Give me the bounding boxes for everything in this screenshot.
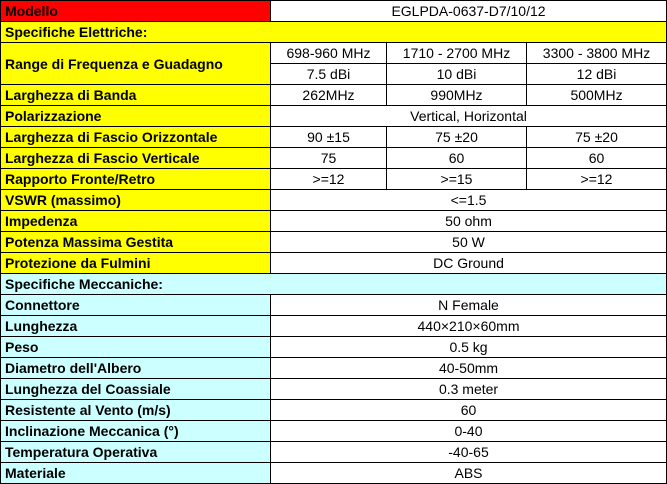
- max-power-row: [1, 232, 667, 253]
- h-beam-label: Larghezza di Fascio Orizzontale: [1, 127, 271, 148]
- fb-ratio-label: Rapporto Fronte/Retro: [1, 169, 271, 190]
- weight-value: 0.5 kg: [271, 337, 667, 358]
- model-label: Modello: [1, 1, 271, 22]
- v-beam-row: [1, 148, 667, 169]
- mechanical-section-header: Specifiche Meccaniche:: [1, 274, 667, 295]
- v-beam-1: 75: [271, 148, 387, 169]
- mech-row: [1, 379, 667, 400]
- lightning-row: [1, 253, 667, 274]
- model-row: [1, 1, 667, 22]
- coax-length-label: Lunghezza del Coassiale: [1, 379, 271, 400]
- coax-length-value: 0.3 meter: [271, 379, 667, 400]
- connector-label: Connettore: [1, 295, 271, 316]
- mechanical-header-row: [1, 274, 667, 295]
- bandwidth-label: Larghezza di Banda: [1, 85, 271, 106]
- vswr-label: VSWR (massimo): [1, 190, 271, 211]
- fb-ratio-1: >=12: [271, 169, 387, 190]
- wind-resistance-label: Resistente al Vento (m/s): [1, 400, 271, 421]
- material-value: ABS: [271, 463, 667, 484]
- max-power-label: Potenza Massima Gestita: [1, 232, 271, 253]
- polarization-row: [1, 106, 667, 127]
- fb-ratio-row: [1, 169, 667, 190]
- band-1: 698-960 MHz: [271, 43, 387, 64]
- v-beam-label: Larghezza di Fascio Verticale: [1, 148, 271, 169]
- h-beam-1: 90 ±15: [271, 127, 387, 148]
- operating-temp-label: Temperatura Operativa: [1, 442, 271, 463]
- gain-3: 12 dBi: [527, 64, 667, 85]
- mech-row: [1, 442, 667, 463]
- vswr-value: <=1.5: [271, 190, 667, 211]
- polarization-value: Vertical, Horizontal: [271, 106, 667, 127]
- bandwidth-1: 262MHz: [271, 85, 387, 106]
- v-beam-3: 60: [527, 148, 667, 169]
- range-band-row: [1, 43, 667, 64]
- mech-row: [1, 316, 667, 337]
- h-beam-row: [1, 127, 667, 148]
- max-power-value: 50 W: [271, 232, 667, 253]
- weight-label: Peso: [1, 337, 271, 358]
- operating-temp-value: -40-65: [271, 442, 667, 463]
- band-3: 3300 - 3800 MHz: [527, 43, 667, 64]
- mech-tilt-label: Inclinazione Meccanica (°): [1, 421, 271, 442]
- polarization-label: Polarizzazione: [1, 106, 271, 127]
- length-label: Lunghezza: [1, 316, 271, 337]
- model-value: EGLPDA-0637-D7/10/12: [271, 1, 667, 22]
- mech-row: [1, 295, 667, 316]
- mech-row: [1, 358, 667, 379]
- bandwidth-3: 500MHz: [527, 85, 667, 106]
- bandwidth-row: [1, 85, 667, 106]
- mech-row: [1, 400, 667, 421]
- fb-ratio-3: >=12: [527, 169, 667, 190]
- length-value: 440×210×60mm: [271, 316, 667, 337]
- bandwidth-2: 990MHz: [387, 85, 527, 106]
- electrical-section-header: Specifiche Elettriche:: [1, 22, 667, 43]
- material-label: Materiale: [1, 463, 271, 484]
- fb-ratio-2: >=15: [387, 169, 527, 190]
- impedance-value: 50 ohm: [271, 211, 667, 232]
- mast-diameter-label: Diametro dell'Albero: [1, 358, 271, 379]
- h-beam-2: 75 ±20: [387, 127, 527, 148]
- electrical-header-row: [1, 22, 667, 43]
- range-label: Range di Frequenza e Guadagno: [1, 43, 271, 85]
- connector-value: N Female: [271, 295, 667, 316]
- mech-row: [1, 463, 667, 484]
- mech-row: [1, 421, 667, 442]
- mech-row: [1, 337, 667, 358]
- impedance-row: [1, 211, 667, 232]
- band-2: 1710 - 2700 MHz: [387, 43, 527, 64]
- gain-1: 7.5 dBi: [271, 64, 387, 85]
- v-beam-2: 60: [387, 148, 527, 169]
- gain-2: 10 dBi: [387, 64, 527, 85]
- impedance-label: Impedenza: [1, 211, 271, 232]
- mech-tilt-value: 0-40: [271, 421, 667, 442]
- lightning-label: Protezione da Fulmini: [1, 253, 271, 274]
- vswr-row: [1, 190, 667, 211]
- h-beam-3: 75 ±20: [527, 127, 667, 148]
- wind-resistance-value: 60: [271, 400, 667, 421]
- mast-diameter-value: 40-50mm: [271, 358, 667, 379]
- lightning-value: DC Ground: [271, 253, 667, 274]
